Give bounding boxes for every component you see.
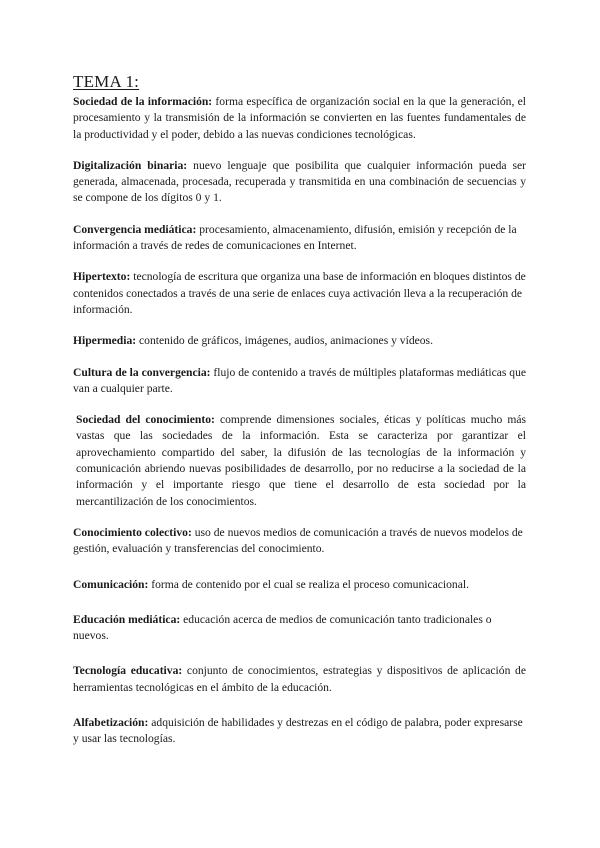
entry-definition: tecnología de escritura que organiza una base de información en bloques distintos de contenidos conectados a través de una serie de enlaces cuya activación lleva a la recuperación de información. [73,270,526,316]
entry-hipertexto [73,269,526,318]
entry-conocimiento-colectivo [73,525,526,558]
entry-term: Sociedad de la información: [73,95,213,108]
entry-alfabetizacion [73,715,526,748]
entry-term: Hipermedia: [73,334,137,348]
page-title: TEMA 1: [73,72,140,91]
entry-definition: forma específica de organización social en la que la generación, el procesamiento y la transmisión de la información se convierten en las fuentes fundamentales de la productividad y el poder, debido a las nuevas condiciones tecnológicas. [73,95,526,141]
entry-tecnologia-educativa [73,663,526,696]
entry-comunicacion [73,577,526,593]
entry-term: Digitalización binaria: [73,158,188,172]
entry-hipermedia [73,333,526,349]
entry-cultura-convergencia [73,365,526,398]
entry-definition: procesamiento, almacenamiento, difusión, emisión y recepción de la información a través de redes de comunicaciones en Internet. [73,222,517,253]
entry-term: Comunicación: [73,577,149,591]
entry-educacion-mediatica [73,612,526,645]
entry-term: Sociedad del conocimiento: [76,413,215,427]
entry-term: Alfabetización: [73,716,149,730]
entry-term: Cultura de la convergencia: [73,365,211,379]
entry-term: Conocimiento colectivo: [73,525,192,539]
entry-digitalizacion-binaria [73,158,526,207]
entry-definition: educación acerca de medios de comunicación tanto tradicionales o nuevos. [73,612,492,643]
entry-definition: flujo de contenido a través de múltiples plataformas mediáticas que van a cualquier parte. [73,365,527,395]
entry-convergencia-mediatica [73,222,526,255]
entry-term: Tecnología educativa: [73,664,183,678]
entry-definition: uso de nuevos medios de comunicación a través de nuevos modelos de gestión, evaluación y transferencias del conocimiento. [73,525,523,556]
entry-term: Educación mediática: [73,612,181,626]
document-page [73,72,526,748]
entry-sociedad-conocimiento [73,412,526,510]
entry-definition: nuevo lenguaje que posibilita que cualquier información pueda ser generada, almacenada, procesada, recuperada y transmitida en una combinación de secuencias y se compone de los dígitos 0 y 1. [73,158,527,205]
entry-definition: comprende dimensiones sociales, éticas y políticas mucho más vastas que las sociedades de la información. Esta se caracteriza por garantizar el aprovechamiento compartido del saber, la difusión de las tecnologías de la información y comunicación abriendo nuevas posibilidades de desarrollo, por no reducirse a la sociedad de la información y el importante riesgo que tiene el desarrollo de esta sociedad por la mercantilización de los conocimientos. [76,413,527,508]
entry-term: Hipertexto: [73,270,131,284]
entry-definition: adquisición de habilidades y destrezas en el código de palabra, poder expresarse y usar las tecnologías. [73,716,523,746]
entry-term: Convergencia mediática: [73,222,197,236]
entry-sociedad-informacion [73,94,526,143]
entry-definition: contenido de gráficos, imágenes, audios, animaciones y vídeos. [139,334,433,348]
entry-definition: conjunto de conocimientos, estrategias y dispositivos de aplicación de herramientas tecnológicas en el ámbito de la educación. [73,664,526,694]
entry-definition: forma de contenido por el cual se realiza el proceso comunicacional. [151,577,469,591]
